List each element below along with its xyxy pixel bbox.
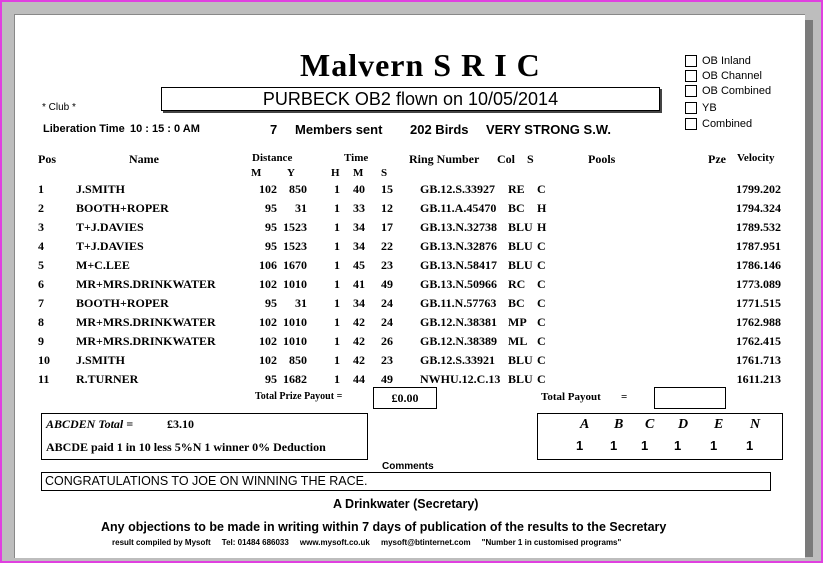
cell-min: 34 bbox=[353, 296, 365, 310]
cell-h: 1 bbox=[334, 239, 340, 253]
cell-m: 102 bbox=[259, 353, 277, 367]
cell-vel: 1799.202 bbox=[736, 182, 781, 196]
col-velocity: Velocity bbox=[737, 152, 775, 164]
total-payout-box bbox=[654, 387, 726, 409]
total-prize-label: Total Prize Payout = bbox=[255, 391, 343, 402]
cell-m: 102 bbox=[259, 277, 277, 291]
wind-condition: VERY STRONG S.W. bbox=[486, 122, 611, 137]
cell-min: 41 bbox=[353, 277, 365, 291]
cell-ring: GB.11.N.57763 bbox=[420, 296, 497, 310]
cell-h: 1 bbox=[334, 220, 340, 234]
club-label: * Club * bbox=[42, 102, 76, 113]
cell-y: 1010 bbox=[283, 315, 307, 329]
cell-col: RC bbox=[508, 277, 526, 291]
col-hours: H bbox=[331, 167, 340, 179]
cell-y: 31 bbox=[295, 201, 307, 215]
cell-col: BC bbox=[508, 201, 525, 215]
cell-min: 44 bbox=[353, 372, 365, 386]
cell-pos: 8 bbox=[38, 315, 44, 329]
table-row bbox=[15, 239, 805, 258]
cell-h: 1 bbox=[334, 277, 340, 291]
cell-col: RE bbox=[508, 182, 525, 196]
col-time: Time bbox=[344, 152, 369, 164]
cell-y: 1523 bbox=[283, 220, 307, 234]
option-yb[interactable]: YB bbox=[685, 102, 717, 114]
cell-min: 42 bbox=[353, 353, 365, 367]
liberation-label: Liberation Time bbox=[43, 123, 125, 135]
abcden-label: ABCDEN Total = bbox=[46, 417, 134, 431]
birds-count: 202 Birds bbox=[410, 122, 469, 137]
cell-vel: 1794.324 bbox=[736, 201, 781, 215]
abcden-rule: ABCDE paid 1 in 10 less 5%N 1 winner 0% Deduction bbox=[46, 440, 326, 454]
table-row bbox=[15, 296, 805, 315]
cell-vel: 1789.532 bbox=[736, 220, 781, 234]
option-combined[interactable]: Combined bbox=[685, 118, 752, 130]
cell-y: 1010 bbox=[283, 277, 307, 291]
checkbox-icon[interactable] bbox=[685, 102, 697, 114]
pool-letter: C bbox=[645, 417, 655, 432]
cell-h: 1 bbox=[334, 296, 340, 310]
checkbox-icon[interactable] bbox=[685, 118, 697, 130]
cell-y: 850 bbox=[289, 182, 307, 196]
cell-y: 1523 bbox=[283, 239, 307, 253]
cell-sex: C bbox=[537, 258, 546, 272]
cell-ring: GB.13.N.58417 bbox=[420, 258, 498, 272]
cell-s: 24 bbox=[381, 315, 393, 329]
col-name: Name bbox=[129, 152, 159, 166]
cell-sex: C bbox=[537, 372, 546, 386]
pool-letter: E bbox=[714, 417, 724, 432]
col-yards: Y bbox=[287, 167, 295, 179]
cell-y: 1010 bbox=[283, 334, 307, 348]
cell-ring: GB.11.A.45470 bbox=[420, 201, 497, 215]
checkbox-icon[interactable] bbox=[685, 70, 697, 82]
table-row bbox=[15, 315, 805, 334]
pool-count: 1 bbox=[746, 438, 754, 453]
compiled-by: result compiled by Mysoft Tel: 01484 686033 www.mysoft.co.uk mysoft@btinternet.com "Number 1 in customised programs" bbox=[112, 538, 622, 547]
cell-vel: 1762.415 bbox=[736, 334, 781, 348]
cell-vel: 1771.515 bbox=[736, 296, 781, 310]
cell-vel: 1773.089 bbox=[736, 277, 781, 291]
cell-name: J.SMITH bbox=[76, 353, 126, 367]
table-row bbox=[15, 201, 805, 220]
cell-y: 31 bbox=[295, 296, 307, 310]
cell-m: 95 bbox=[265, 201, 277, 215]
col-distance: Distance bbox=[252, 152, 293, 164]
cell-s: 22 bbox=[381, 239, 393, 253]
cell-vel: 1787.951 bbox=[736, 239, 781, 253]
cell-ring: GB.13.N.32738 bbox=[420, 220, 498, 234]
cell-min: 42 bbox=[353, 334, 365, 348]
cell-min: 33 bbox=[353, 201, 365, 215]
cell-name: T+J.DAVIES bbox=[76, 239, 144, 253]
cell-h: 1 bbox=[334, 315, 340, 329]
cell-min: 40 bbox=[353, 182, 365, 196]
cell-y: 1670 bbox=[283, 258, 307, 272]
pool-count: 1 bbox=[576, 438, 584, 453]
cell-pos: 11 bbox=[38, 372, 50, 386]
comments-box bbox=[41, 472, 771, 491]
cell-m: 95 bbox=[265, 372, 277, 386]
cell-m: 102 bbox=[259, 315, 277, 329]
liberation-time: 10 : 15 : 0 AM bbox=[130, 123, 200, 135]
cell-col: BLU bbox=[508, 372, 533, 386]
pool-letter: B bbox=[614, 417, 624, 432]
cell-vel: 1761.713 bbox=[736, 353, 781, 367]
table-row bbox=[15, 334, 805, 353]
cell-h: 1 bbox=[334, 258, 340, 272]
cell-sex: C bbox=[537, 182, 546, 196]
total-prize-box bbox=[373, 387, 437, 409]
cell-vel: 1762.988 bbox=[736, 315, 781, 329]
cell-ring: GB.12.N.38381 bbox=[420, 315, 498, 329]
cell-s: 15 bbox=[381, 182, 393, 196]
checkbox-icon[interactable] bbox=[685, 85, 697, 97]
cell-min: 34 bbox=[353, 239, 365, 253]
col-seconds: S bbox=[381, 167, 388, 179]
cell-h: 1 bbox=[334, 353, 340, 367]
cell-min: 34 bbox=[353, 220, 365, 234]
cell-pos: 3 bbox=[38, 220, 44, 234]
cell-ring: GB.12.N.38389 bbox=[420, 334, 498, 348]
pool-letter: A bbox=[580, 417, 590, 432]
cell-m: 95 bbox=[265, 296, 277, 310]
pool-letter: N bbox=[750, 417, 761, 432]
cell-name: BOOTH+ROPER bbox=[76, 296, 169, 310]
cell-h: 1 bbox=[334, 201, 340, 215]
cell-sex: C bbox=[537, 277, 546, 291]
cell-sex: C bbox=[537, 296, 546, 310]
cell-min: 42 bbox=[353, 315, 365, 329]
abcden-value: £3.10 bbox=[167, 417, 194, 431]
option-ob-inland[interactable]: OB Inland bbox=[685, 55, 751, 67]
cell-h: 1 bbox=[334, 334, 340, 348]
cell-sex: C bbox=[537, 239, 546, 253]
cell-ring: GB.12.S.33927 bbox=[420, 182, 496, 196]
pool-count: 1 bbox=[674, 438, 682, 453]
table-row bbox=[15, 258, 805, 277]
pool-count: 1 bbox=[641, 438, 649, 453]
page-shadow bbox=[805, 20, 813, 557]
col-miles: M bbox=[251, 167, 262, 179]
cell-s: 49 bbox=[381, 372, 393, 386]
cell-sex: H bbox=[537, 220, 547, 234]
cell-col: BLU bbox=[508, 353, 533, 367]
checkbox-icon[interactable] bbox=[685, 55, 697, 67]
option-ob-combined[interactable]: OB Combined bbox=[685, 85, 771, 97]
cell-ring: GB.12.S.33921 bbox=[420, 353, 496, 367]
comments-text: CONGRATULATIONS TO JOE ON WINNING THE RACE. bbox=[45, 474, 368, 488]
cell-y: 850 bbox=[289, 353, 307, 367]
cell-s: 17 bbox=[381, 220, 393, 234]
cell-pos: 4 bbox=[38, 239, 44, 253]
cell-name: BOOTH+ROPER bbox=[76, 201, 169, 215]
table-row bbox=[15, 182, 805, 201]
page-title: Malvern S R I C bbox=[300, 47, 541, 83]
cell-h: 1 bbox=[334, 182, 340, 196]
cell-h: 1 bbox=[334, 372, 340, 386]
cell-name: MR+MRS.DRINKWATER bbox=[76, 277, 216, 291]
cell-col: BLU bbox=[508, 239, 533, 253]
cell-col: BC bbox=[508, 296, 525, 310]
cell-m: 95 bbox=[265, 220, 277, 234]
cell-name: M+C.LEE bbox=[76, 258, 130, 272]
option-ob-channel[interactable]: OB Channel bbox=[685, 70, 762, 82]
col-pools: Pools bbox=[588, 152, 616, 166]
cell-sex: C bbox=[537, 353, 546, 367]
members-count: 7 bbox=[270, 122, 278, 137]
cell-m: 102 bbox=[259, 182, 277, 196]
cell-s: 23 bbox=[381, 258, 393, 272]
cell-pos: 1 bbox=[38, 182, 44, 196]
cell-s: 23 bbox=[381, 353, 393, 367]
cell-pos: 9 bbox=[38, 334, 44, 348]
total-payout-label: Total Payout bbox=[541, 391, 601, 403]
cell-vel: 1611.213 bbox=[736, 372, 781, 386]
pool-summary-box bbox=[537, 413, 783, 460]
cell-ring: NWHU.12.C.13 bbox=[420, 372, 501, 386]
cell-s: 12 bbox=[381, 201, 393, 215]
col-pos: Pos bbox=[38, 152, 56, 166]
cell-vel: 1786.146 bbox=[736, 258, 781, 272]
cell-pos: 6 bbox=[38, 277, 44, 291]
objections-notice: Any objections to be made in writing within 7 days of publication of the results to the Secretary bbox=[101, 520, 667, 534]
pool-count: 1 bbox=[710, 438, 718, 453]
cell-s: 49 bbox=[381, 277, 393, 291]
cell-s: 24 bbox=[381, 296, 393, 310]
cell-name: MR+MRS.DRINKWATER bbox=[76, 334, 216, 348]
cell-min: 45 bbox=[353, 258, 365, 272]
table-row bbox=[15, 353, 805, 372]
total-payout-equals: = bbox=[621, 391, 628, 403]
members-label: Members sent bbox=[295, 122, 383, 137]
col-minutes: M bbox=[353, 167, 364, 179]
cell-sex: C bbox=[537, 334, 546, 348]
cell-m: 95 bbox=[265, 239, 277, 253]
table-row bbox=[15, 220, 805, 239]
cell-name: MR+MRS.DRINKWATER bbox=[76, 315, 216, 329]
table-row bbox=[15, 277, 805, 296]
cell-name: R.TURNER bbox=[76, 372, 139, 386]
cell-m: 102 bbox=[259, 334, 277, 348]
col-colour: Col bbox=[497, 152, 515, 166]
pool-letter: D bbox=[678, 417, 689, 432]
result-sheet bbox=[14, 14, 805, 558]
cell-pos: 7 bbox=[38, 296, 44, 310]
comments-label: Comments bbox=[382, 461, 434, 472]
cell-ring: GB.13.N.50966 bbox=[420, 277, 498, 291]
cell-col: ML bbox=[508, 334, 528, 348]
race-title-box: PURBECK OB2 flown on 10/05/2014 bbox=[161, 87, 660, 111]
cell-col: BLU bbox=[508, 220, 533, 234]
cell-col: BLU bbox=[508, 258, 533, 272]
col-ring: Ring Number bbox=[409, 152, 480, 166]
total-prize-value: £0.00 bbox=[391, 391, 419, 405]
secretary: A Drinkwater (Secretary) bbox=[333, 497, 479, 511]
cell-pos: 10 bbox=[38, 353, 50, 367]
cell-m: 106 bbox=[259, 258, 277, 272]
cell-pos: 2 bbox=[38, 201, 44, 215]
cell-s: 26 bbox=[381, 334, 393, 348]
cell-name: T+J.DAVIES bbox=[76, 220, 144, 234]
cell-y: 1682 bbox=[283, 372, 307, 386]
pool-count: 1 bbox=[610, 438, 618, 453]
cell-col: MP bbox=[508, 315, 527, 329]
abcden-box bbox=[41, 413, 368, 460]
cell-pos: 5 bbox=[38, 258, 44, 272]
col-sex: S bbox=[527, 152, 534, 166]
cell-ring: GB.13.N.32876 bbox=[420, 239, 498, 253]
cell-sex: H bbox=[537, 201, 547, 215]
col-prize: Pze bbox=[708, 152, 726, 166]
cell-name: J.SMITH bbox=[76, 182, 126, 196]
cell-sex: C bbox=[537, 315, 546, 329]
